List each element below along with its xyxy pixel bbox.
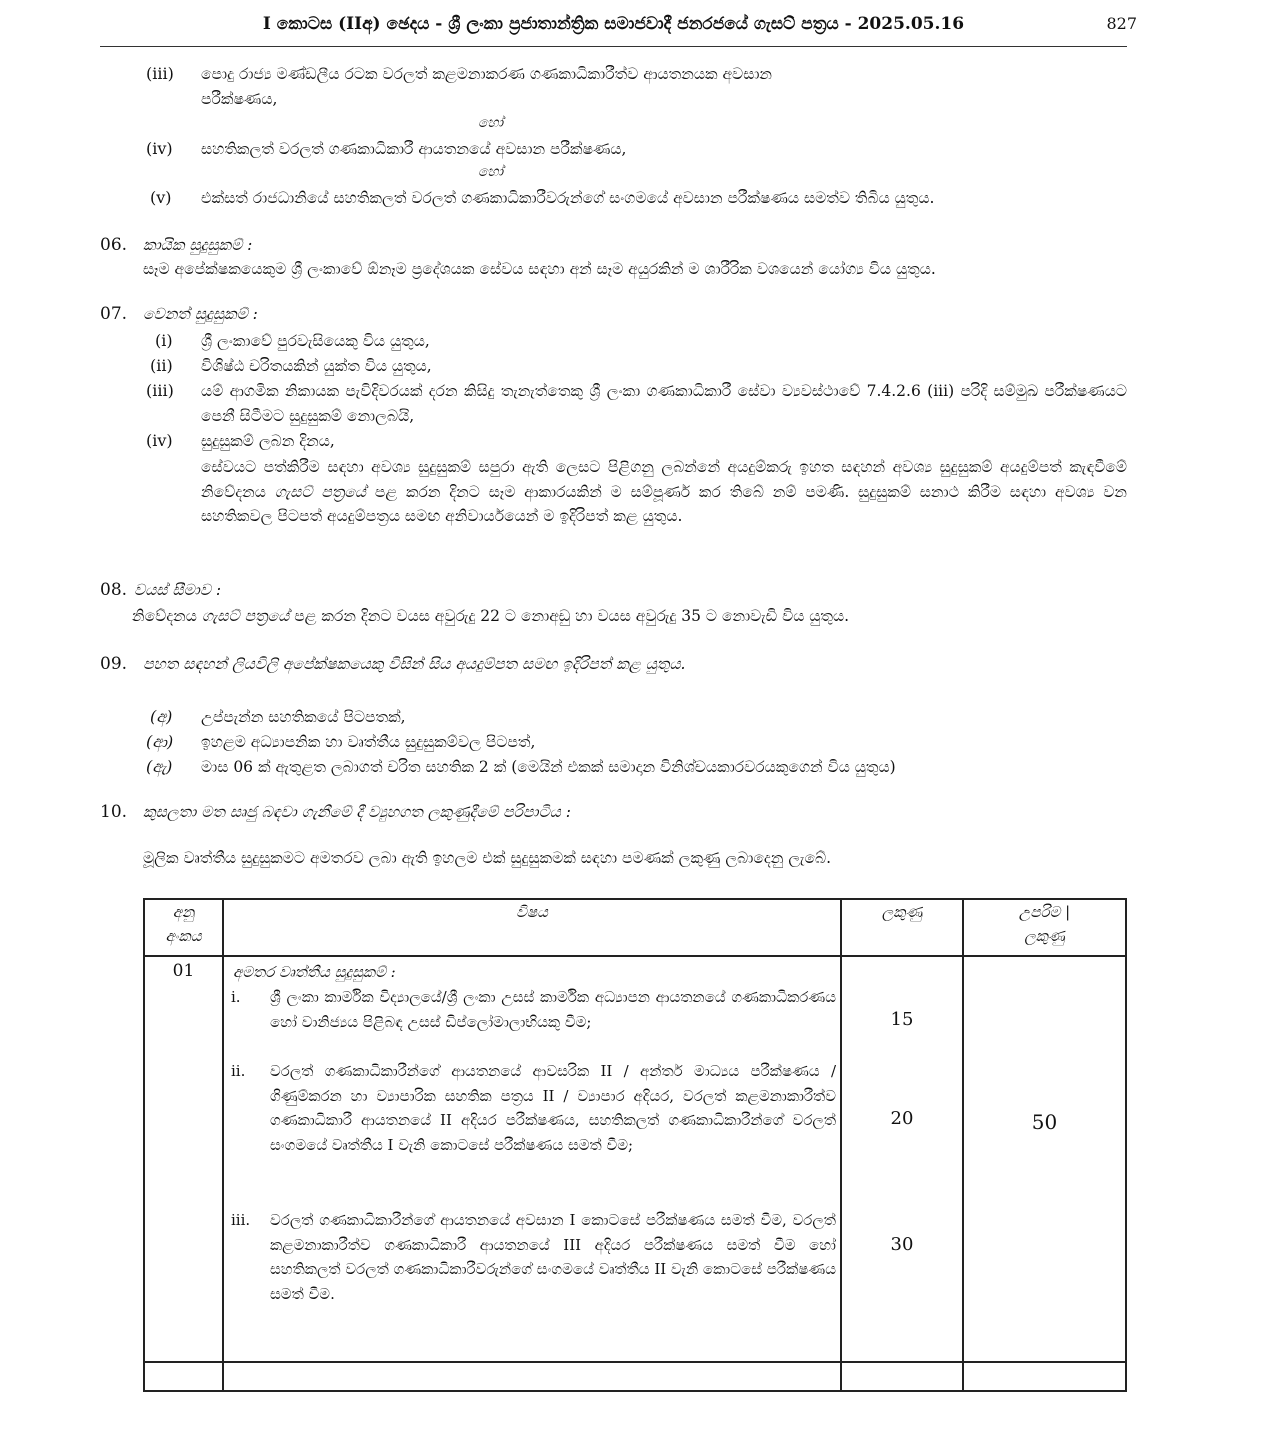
item-label: (ආ)	[146, 732, 174, 751]
header-serial	[144, 899, 223, 956]
empty-cell	[841, 1362, 963, 1391]
header-marks: ලකුණු	[841, 899, 963, 956]
table-row	[144, 956, 1126, 1362]
section-09-number: 09.	[100, 654, 128, 674]
table-empty-row	[144, 1362, 1126, 1391]
item-label: (අ)	[150, 707, 173, 726]
qualification-text: ශ්‍රී ලංකා කාර්මික විද්‍යාලයේ/ශ්‍රී ලංකා උසස් කාර්මික අධ්‍යාපන ආයතනයේ ගණකාධිකරණය හෝ වානිජ්‍යය පිළිබඳ උසස් ඩිප්ලෝමාලාභියකු වීම;	[270, 988, 836, 1031]
header-subject: විෂය	[223, 899, 841, 956]
marks-cell	[841, 956, 963, 1362]
subject-cell	[223, 956, 841, 1362]
max-marks-cell	[963, 956, 1126, 1362]
marks-value: 15	[890, 1009, 914, 1030]
group-title: අමතර වෘත්තීය සුදුසුකම් :	[233, 963, 396, 981]
item-label: (iv)	[146, 431, 173, 450]
header-title: I කොටස (IIඅ) ඡෙදය - ශ්‍රී ලංකා ප්‍රජාතාන්ත්‍රික සමාජවාදී ජනරජයේ ගැසට් පත්‍රය - 2025.05.16	[262, 14, 965, 34]
header-serial-line2: අංකය	[165, 927, 202, 945]
paragraph-text: සේවයට පත්කිරීම සඳහා අවශ්‍ය සුදුසුකම් සපුරා ඇති ලෙසට පිළිගනු ලබන්නේ අයදුම්කරු ඉහත සඳහන් අවශ්‍ය සුදුසුකම් අයදුම්පත් කැඳවීමේ නිවේදනය	[201, 458, 1127, 501]
section-08-number: 08.	[100, 580, 128, 600]
section-07-title: වෙනත් සුදුසුකම් :	[143, 305, 258, 323]
gazette-word: ගැසට් පත්‍රයේ	[201, 607, 290, 625]
item-label: (i)	[155, 331, 173, 350]
section-08-text	[132, 604, 849, 628]
page-number: 827	[1106, 14, 1137, 33]
list-item: මාස 06 ක් ඇතුළත ලබාගත් චරිත සහතික 2 ක් (මෙයින් එකක් සමාදාන විනිශ්චයකාරවරයකුගෙන් විය යුතුය)	[201, 758, 896, 776]
max-marks-value: 50	[1031, 1110, 1058, 1134]
list-item: ශ්‍රී ලංකාවේ පුරවැසියෙකු විය යුතුය,	[201, 332, 430, 350]
section-08-title: වයස් සීමාව :	[134, 581, 222, 599]
empty-cell	[144, 1362, 223, 1391]
header-serial-line1: අනු	[172, 903, 195, 921]
exam-iii-label: (iii)	[146, 64, 174, 83]
section-06-text: සෑම අපේක්ෂකයෙකුම ශ්‍රී ලංකාවේ ඕනෑම ප්‍රදේශයක සේවය සඳහා අන් සෑම අයුරකින් ම ශාරීරික වශයෙන් යෝග්‍ය විය යුතුය.	[143, 260, 936, 278]
qualification-text: වරලත් ගණකාධිකාරීන්ගේ ආයතනයේ ආවසරික II / අන්තර් මාධ්‍යය පරීක්ෂණය / ගිණුම්කරන හා ව්‍යාපාරික සහතික පත්‍රය II / ව්‍යාපාර අදියර, වරලත් කළමනාකාරීත්ව ගණකාධිකාරී ආයතනයේ II අදියර පරීක්ෂණය, සහතිකලත් ගණකාධිකාරීන්ගේ වරලත් සංගමයේ වෘත්තීය I වැනි කොටසේ පරීක්ෂණය සමත් වීම;	[270, 1062, 836, 1154]
section-09-title: පහත සඳහන් ලියවිලි අපේක්ෂකයෙකු විසින් සිය අයදුම්පත සමඟ ඉදිරිපත් කළ යුතුය.	[143, 655, 686, 673]
list-item: යම් ආගමික නිකායක පැවිදිවරයක් දරන කිසිදු තැනැත්තෙකු ශ්‍රී ලංකා ගණකාධිකාරී සේවා ව්‍යවස්ථාවේ 7.4.2.6 (iii) පරිදි සම්මුඛ පරීක්ෂණයට පෙනී සිටීමට සුදුසුකම් නොලබයි,	[201, 382, 1127, 425]
empty-cell	[963, 1362, 1126, 1391]
exam-v-label: (v)	[150, 188, 172, 207]
item-label: (ඇ)	[146, 757, 173, 776]
list-item: ඉහළම අධ්‍යාපනික හා වෘත්තීය සුදුසුකම්වල පිටපත්,	[201, 733, 536, 751]
or-separator: හෝ	[478, 164, 504, 180]
table-header-row	[144, 899, 1126, 956]
row-label: iii.	[231, 1211, 251, 1229]
section-06-title: කායික සුදුසුකම් :	[143, 236, 253, 254]
section-07-number: 07.	[100, 304, 128, 324]
exam-iv-text: සහතිකලත් වරලත් ගණකාධිකාරී ආයතනයේ අවසාන පරීක්ෂණය,	[201, 140, 627, 158]
list-item: විශිෂ්ඨ චරිතයකින් යුක්ත විය යුතුය,	[201, 357, 432, 375]
gazette-word: ගැසට් පත්‍රයේ	[274, 482, 367, 501]
row-label: i.	[231, 988, 241, 1006]
section-10-number: 10.	[100, 802, 128, 822]
item-label: (iii)	[146, 381, 174, 400]
row-label: ii.	[231, 1062, 246, 1080]
section-10-title: කුසලතා මත සෘජු බඳවා ගැනීමේ දී ව්‍යුහගත ලකුණුදීමේ පරිපාටිය :	[143, 803, 571, 821]
list-item: සුදුසුකම් ලබන දිනය,	[201, 432, 335, 450]
exam-iii-line1: පොදු රාජ්‍ය මණ්ඩලීය රටක වරලත් කළමනාකරණ ගණකාධිකාරීත්ව ආයතනයක අවසාන	[201, 65, 773, 83]
paragraph-text: නිවේදනය	[132, 607, 197, 625]
empty-cell	[223, 1362, 841, 1391]
or-separator: හෝ	[478, 115, 504, 131]
serial-cell: 01	[144, 956, 223, 1362]
header-max-marks	[963, 899, 1126, 956]
marks-table	[143, 898, 1127, 1392]
qualification-date-paragraph	[201, 455, 1127, 529]
list-item: උප්පැන්න සහතිකයේ පිටපතක්,	[201, 708, 406, 726]
exam-iv-label: (iv)	[146, 139, 173, 158]
exam-iii-line2: පරීක්ෂණය,	[201, 90, 278, 108]
page-header	[100, 12, 1137, 47]
marks-value: 30	[890, 1234, 914, 1255]
paragraph-text: පළ කරන දිනට සෑම ආකාරයකින් ම සම්පූර්ණ කර තිබේ නම් පමණි. සුදුසුකම් සනාථ කිරීම සඳහා අවශ්‍ය වන සහතිකවල පිටපත් අයදුම්පත්‍රය සමඟ අනිවාර්යයෙන් ම ඉදිරිපත් කළ යුතුය.	[201, 482, 1127, 525]
section-06-number: 06.	[100, 235, 128, 255]
marks-value: 20	[890, 1108, 914, 1129]
section-10-intro: මූලික වෘත්තීය සුදුසුකමට අමතරව ලබා ඇති ඉහලම එක් සුදුසුකමක් සඳහා පමණක් ලකුණු ලබාදෙනු ලැබේ.	[143, 849, 832, 867]
paragraph-text: පළ කරන දිනට වයස අවුරුදු 22 ට නොඅඩු හා වයස අවුරුදු 35 ට නොවැඩි විය යුතුය.	[294, 607, 850, 625]
header-max-line2: ලකුණු	[1024, 927, 1065, 945]
item-label: (ii)	[150, 356, 173, 375]
exam-v-text: එක්සත් රාජධානියේ සහතිකලත් වරලත් ගණකාධිකාරීවරුන්ගේ සංගමයේ අවසාන පරීක්ෂණය සමත්ව තිබිය යුතුය.	[201, 189, 935, 207]
header-max-line1: උපරිම |	[1018, 903, 1071, 921]
qualification-text: වරලත් ගණකාධිකාරීන්ගේ ආයතනයේ අවසාන I කොටසේ පරීක්ෂණය සමත් වීම, වරලත් කළමනාකාරීත්ව ගණකාධිකාරී ආයතනයේ III අදියර පරීක්ෂණය සමත් වීම හෝ සහතිකලත් වරලත් ගණකාධිකාරීවරුන්ගේ සංගමයේ වෘත්තීය II වැනි කොටසේ පරීක්ෂණය සමත් වීම.	[270, 1211, 836, 1303]
